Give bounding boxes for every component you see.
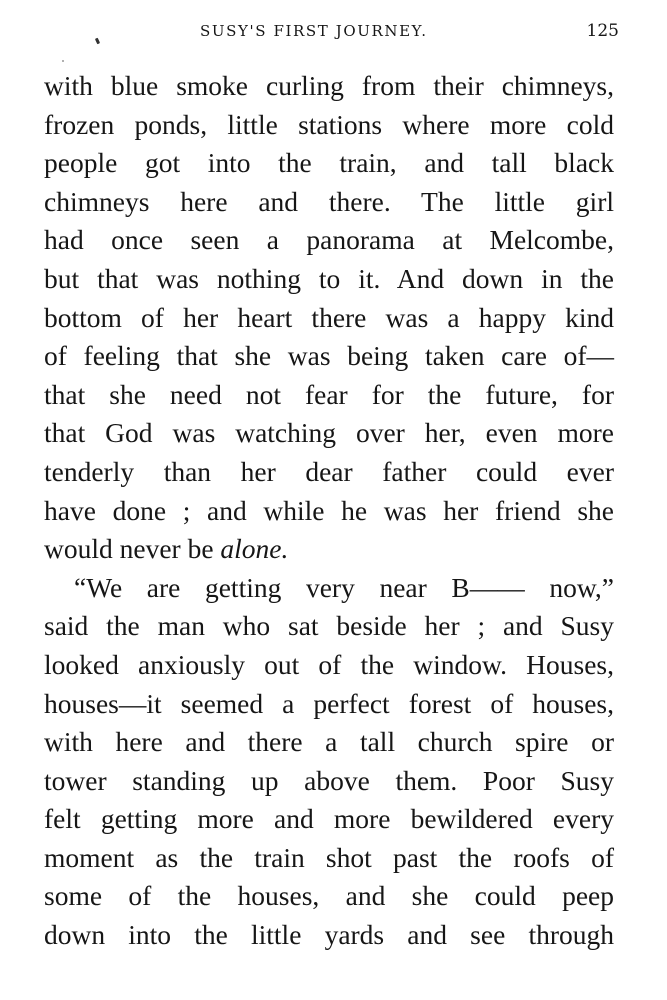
text-line: frozen ponds, little stations where more cold [44,108,614,140]
text-line: moment as the train shot past the roofs of [44,841,614,873]
text-line: have done ; and while he was her friend she [44,494,614,526]
text-line: “We are getting very near B—— now,” [74,571,614,603]
page-header [0,20,667,46]
text-line: bottom of her heart there was a happy kind [44,301,614,333]
text-line [44,530,614,569]
emphasized-word: alone. [220,533,289,565]
print-speck [62,60,64,62]
text-line: some of the houses, and she could peep [44,880,614,912]
text-line: that she need not fear for the future, for [44,378,614,410]
text-segment: would never be [44,533,221,565]
text-line: with blue smoke curling from their chimneys, [44,70,614,101]
print-speck [95,38,100,45]
text-line: chimneys here and there. The little girl [44,185,614,217]
running-head: SUSY'S FIRST JOURNEY. [200,22,428,40]
text-line: of feeling that she was being taken care of— [44,340,614,372]
text-line: people got into the train, and tall black [44,147,614,179]
text-line: but that was nothing to it. And down in the [44,262,614,294]
text-line: said the man who sat beside her ; and Susy [44,610,614,642]
body-text [44,67,614,955]
text-line: tower standing up above them. Poor Susy [44,764,614,796]
text-line: houses—it seemed a perfect forest of houses, [44,687,614,719]
text-line: that God was watching over her, even more [44,417,614,449]
text-line: looked anxiously out of the window. Houses, [44,648,614,680]
text-line: had once seen a panorama at Melcombe, [44,224,614,256]
paragraph [44,569,614,955]
text-line: tenderly than her dear father could ever [44,455,614,487]
text-line: with here and there a tall church spire or [44,726,614,758]
text-line: down into the little yards and see through [44,919,614,951]
page-number: 125 [586,21,619,41]
paragraph [44,67,614,569]
text-line: felt getting more and more bewildered every [44,803,614,835]
